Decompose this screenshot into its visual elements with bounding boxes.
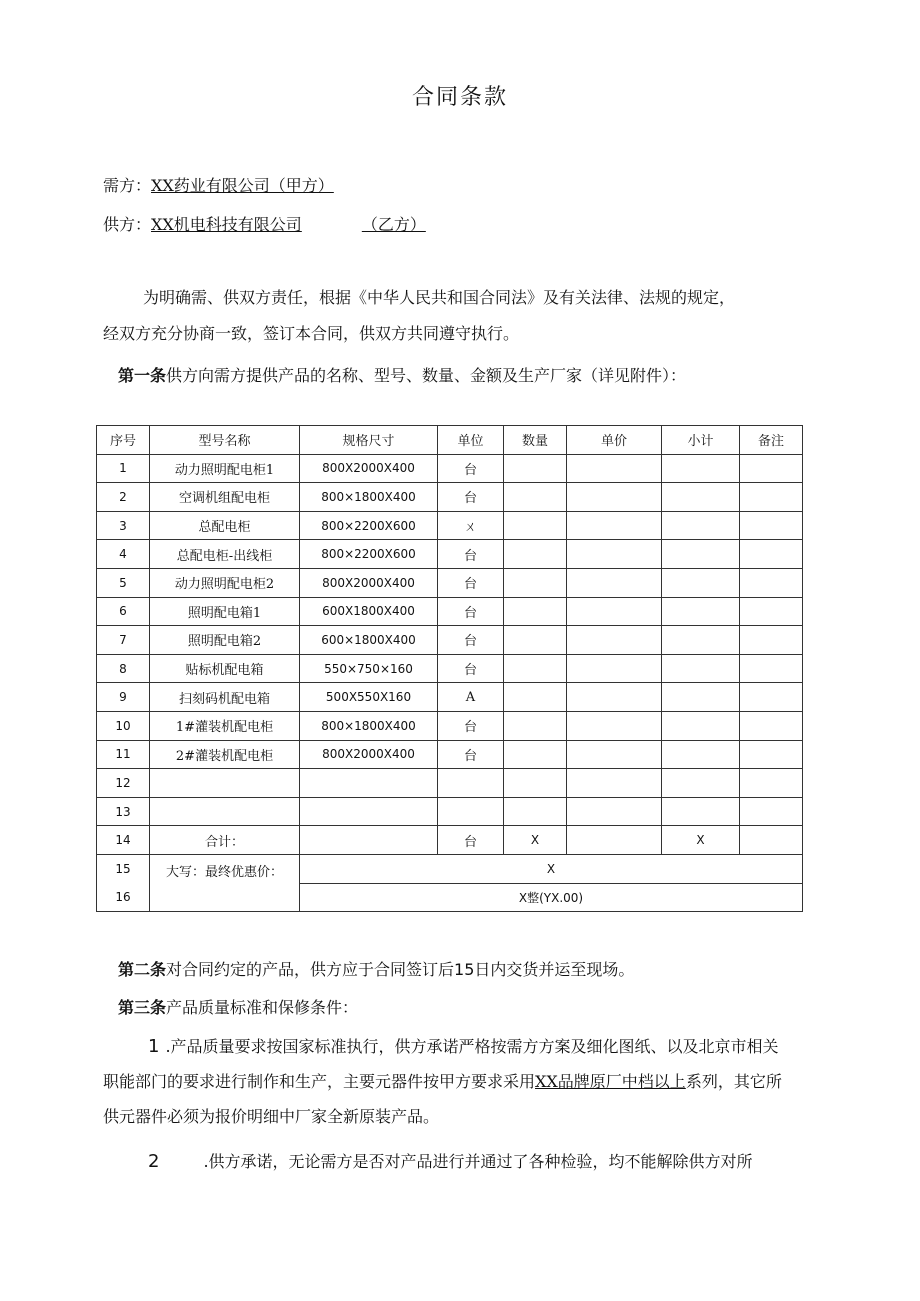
product-table — [96, 425, 803, 912]
row-subtotal — [662, 568, 740, 597]
row-subtotal — [662, 740, 740, 769]
row-number: 10 — [97, 711, 150, 740]
article-1-text: 供方向需方提供产品的名称、型号、数量、金额及生产厂家（详见附件）： — [166, 366, 687, 385]
row-spec: 500X550X160 — [300, 683, 438, 712]
row-price — [567, 483, 662, 512]
table-total-row — [97, 826, 803, 855]
clause-2-line-1 — [148, 1150, 753, 1174]
row-note — [740, 454, 803, 483]
row-number: 7 — [97, 626, 150, 655]
total-price — [567, 826, 662, 855]
table-header-cell: 小计 — [662, 426, 740, 455]
buyer-label: 需方： — [103, 176, 152, 195]
row-number: 5 — [97, 568, 150, 597]
row-name: 总配电柜 — [150, 511, 300, 540]
row-price — [567, 769, 662, 798]
row-name: 扫刻码机配电箱 — [150, 683, 300, 712]
supplier-role: （乙方） — [361, 215, 426, 234]
row-unit: 台 — [438, 654, 504, 683]
table-row — [97, 483, 803, 512]
row-spec: 800×1800X400 — [300, 711, 438, 740]
row-unit: Α — [438, 683, 504, 712]
row-unit: 台 — [438, 568, 504, 597]
row-price — [567, 454, 662, 483]
article-2-text-b: 日内交货并运至现场。 — [474, 960, 635, 979]
table-row — [97, 511, 803, 540]
row-qty — [504, 654, 567, 683]
row-qty — [504, 483, 567, 512]
intro-line-1: 为明确需、供双方责任，根据《中华人民共和国合同法》及有关法律、法规的规定， — [143, 288, 736, 307]
row-price — [567, 540, 662, 569]
table-header-cell: 单位 — [438, 426, 504, 455]
row-note — [740, 654, 803, 683]
row-subtotal — [662, 711, 740, 740]
daxie-label: 大写：最终优惠价： — [150, 854, 300, 911]
row-subtotal — [662, 797, 740, 826]
row-subtotal — [662, 597, 740, 626]
row-subtotal — [662, 454, 740, 483]
row-spec: 800X2000X400 — [300, 740, 438, 769]
daxie-value-2: X整(YX.00) — [300, 883, 803, 912]
row-price — [567, 711, 662, 740]
row-price — [567, 740, 662, 769]
table-row — [97, 740, 803, 769]
table-header-cell: 数量 — [504, 426, 567, 455]
row-name: 1#灌装机配电柜 — [150, 711, 300, 740]
table-row — [97, 597, 803, 626]
row-number: 13 — [97, 797, 150, 826]
row-subtotal — [662, 683, 740, 712]
supplier-name: XX机电科技有限公司 — [151, 215, 302, 234]
clause-1-text-2a: 职能部门的要求进行制作和生产，主要元器件按甲方要求采用 — [103, 1072, 536, 1091]
row-price — [567, 626, 662, 655]
buyer-line — [103, 173, 334, 196]
row-qty — [504, 711, 567, 740]
row-spec: 800X2000X400 — [300, 454, 438, 483]
table-row — [97, 626, 803, 655]
row-unit — [438, 769, 504, 798]
row-qty — [504, 683, 567, 712]
row-name: 2#灌装机配电柜 — [150, 740, 300, 769]
clause-1-number: 1 — [148, 1036, 160, 1057]
table-row — [97, 568, 803, 597]
row-unit: 台 — [438, 483, 504, 512]
clause-2-number: 2 — [148, 1151, 160, 1172]
row-unit: ㄨ — [438, 511, 504, 540]
total-label: 合计： — [150, 826, 300, 855]
row-name: 照明配电箱1 — [150, 597, 300, 626]
row-qty — [504, 454, 567, 483]
row-note — [740, 597, 803, 626]
table-row — [97, 769, 803, 798]
row-unit: 台 — [438, 540, 504, 569]
row-price — [567, 597, 662, 626]
row-number: 12 — [97, 769, 150, 798]
page-title: 合同条款 — [411, 85, 508, 110]
table-row — [97, 454, 803, 483]
table-header-cell: 型号名称 — [150, 426, 300, 455]
clause-1-line-3: 供元器件必须为报价明细中厂家全新原装产品。 — [103, 1107, 440, 1126]
table-header-cell: 单价 — [567, 426, 662, 455]
total-row-number: 14 — [97, 826, 150, 855]
table-row — [97, 711, 803, 740]
row-note — [740, 740, 803, 769]
table-header-cell: 备注 — [740, 426, 803, 455]
row-spec: 550×750×160 — [300, 654, 438, 683]
row-price — [567, 797, 662, 826]
total-note — [740, 826, 803, 855]
table-row — [97, 654, 803, 683]
row-note — [740, 568, 803, 597]
row-spec: 800×2200X600 — [300, 540, 438, 569]
row-note — [740, 797, 803, 826]
row-unit: 台 — [438, 626, 504, 655]
row-number: 3 — [97, 511, 150, 540]
table-row — [97, 540, 803, 569]
table-row — [97, 683, 803, 712]
row-name: 动力照明配电柜2 — [150, 568, 300, 597]
table-header-cell: 序号 — [97, 426, 150, 455]
row-name: 照明配电箱2 — [150, 626, 300, 655]
total-subtotal: X — [662, 826, 740, 855]
row-name: 空调机组配电柜 — [150, 483, 300, 512]
article-1-label: 第一条 — [118, 366, 167, 385]
row-subtotal — [662, 511, 740, 540]
row-note — [740, 626, 803, 655]
row-spec — [300, 769, 438, 798]
supplier-label: 供方： — [103, 215, 152, 234]
article-2-text-a: 对合同约定的产品，供方应于合同签订后 — [166, 960, 455, 979]
row-name — [150, 769, 300, 798]
row-subtotal — [662, 483, 740, 512]
row-qty — [504, 797, 567, 826]
row-qty — [504, 740, 567, 769]
row-note — [740, 540, 803, 569]
total-qty: X — [504, 826, 567, 855]
row-spec: 600X1800X400 — [300, 597, 438, 626]
row-name: 总配电柜-出线柜 — [150, 540, 300, 569]
row-number: 6 — [97, 597, 150, 626]
row-price — [567, 568, 662, 597]
row-name — [150, 797, 300, 826]
table-header-row — [97, 426, 803, 455]
clause-1-text-2b: 系列，其它所 — [685, 1072, 782, 1091]
row-number: 9 — [97, 683, 150, 712]
row-unit — [438, 797, 504, 826]
row-number: 8 — [97, 654, 150, 683]
article-2 — [118, 958, 634, 982]
row-note — [740, 683, 803, 712]
row-subtotal — [662, 540, 740, 569]
clause-1-text-1: .产品质量要求按国家标准执行，供方承诺严格按需方方案及细化图纸、以及北京市相关 — [165, 1037, 779, 1056]
buyer-name: XX药业有限公司（甲方） — [151, 176, 334, 195]
row-note — [740, 769, 803, 798]
supplier-line — [103, 212, 426, 235]
row-price — [567, 683, 662, 712]
daxie-value-1: X — [300, 854, 803, 883]
row-subtotal — [662, 626, 740, 655]
row-spec: 800×1800X400 — [300, 483, 438, 512]
row-spec — [300, 797, 438, 826]
row-spec: 800X2000X400 — [300, 568, 438, 597]
row-unit: 台 — [438, 597, 504, 626]
article-2-days: 15 — [454, 960, 475, 979]
row-price — [567, 654, 662, 683]
row-unit: 台 — [438, 711, 504, 740]
row-name: 动力照明配电柜1 — [150, 454, 300, 483]
row-price — [567, 511, 662, 540]
row-number: 11 — [97, 740, 150, 769]
row-note — [740, 483, 803, 512]
row-subtotal — [662, 769, 740, 798]
row-number: 2 — [97, 483, 150, 512]
article-3-label: 第三条 — [118, 998, 167, 1017]
table-row — [97, 797, 803, 826]
row-name: 贴标机配电箱 — [150, 654, 300, 683]
table-daxie-row — [97, 854, 803, 883]
clause-1-line-2 — [103, 1070, 782, 1094]
row-qty — [504, 597, 567, 626]
table-body — [97, 454, 803, 912]
row-number: 1 — [97, 454, 150, 483]
row-note — [740, 711, 803, 740]
row-number: 4 — [97, 540, 150, 569]
row-qty — [504, 540, 567, 569]
row-unit: 台 — [438, 454, 504, 483]
clause-1-brand: XX品牌原厂中档以上 — [535, 1072, 686, 1091]
total-spec — [300, 826, 438, 855]
row-qty — [504, 568, 567, 597]
article-1 — [118, 364, 686, 388]
intro-line-2: 经双方充分协商一致，签订本合同，供双方共同遵守执行。 — [103, 324, 520, 343]
article-3 — [118, 996, 358, 1020]
row-spec: 600×1800X400 — [300, 626, 438, 655]
clause-2-text: .供方承诺，无论需方是否对产品进行并通过了各种检验，均不能解除供方对所 — [203, 1152, 753, 1171]
row-unit: 台 — [438, 740, 504, 769]
clause-1-line-1 — [148, 1035, 779, 1059]
row-qty — [504, 626, 567, 655]
row-note — [740, 511, 803, 540]
daxie-row-number-2: 16 — [97, 883, 150, 912]
row-subtotal — [662, 654, 740, 683]
article-3-text: 产品质量标准和保修条件： — [166, 998, 359, 1017]
row-qty — [504, 769, 567, 798]
table-header-cell: 规格尺寸 — [300, 426, 438, 455]
row-spec: 800×2200X600 — [300, 511, 438, 540]
row-qty — [504, 511, 567, 540]
daxie-row-number-1: 15 — [97, 854, 150, 883]
article-2-label: 第二条 — [118, 960, 167, 979]
total-unit: 台 — [438, 826, 504, 855]
